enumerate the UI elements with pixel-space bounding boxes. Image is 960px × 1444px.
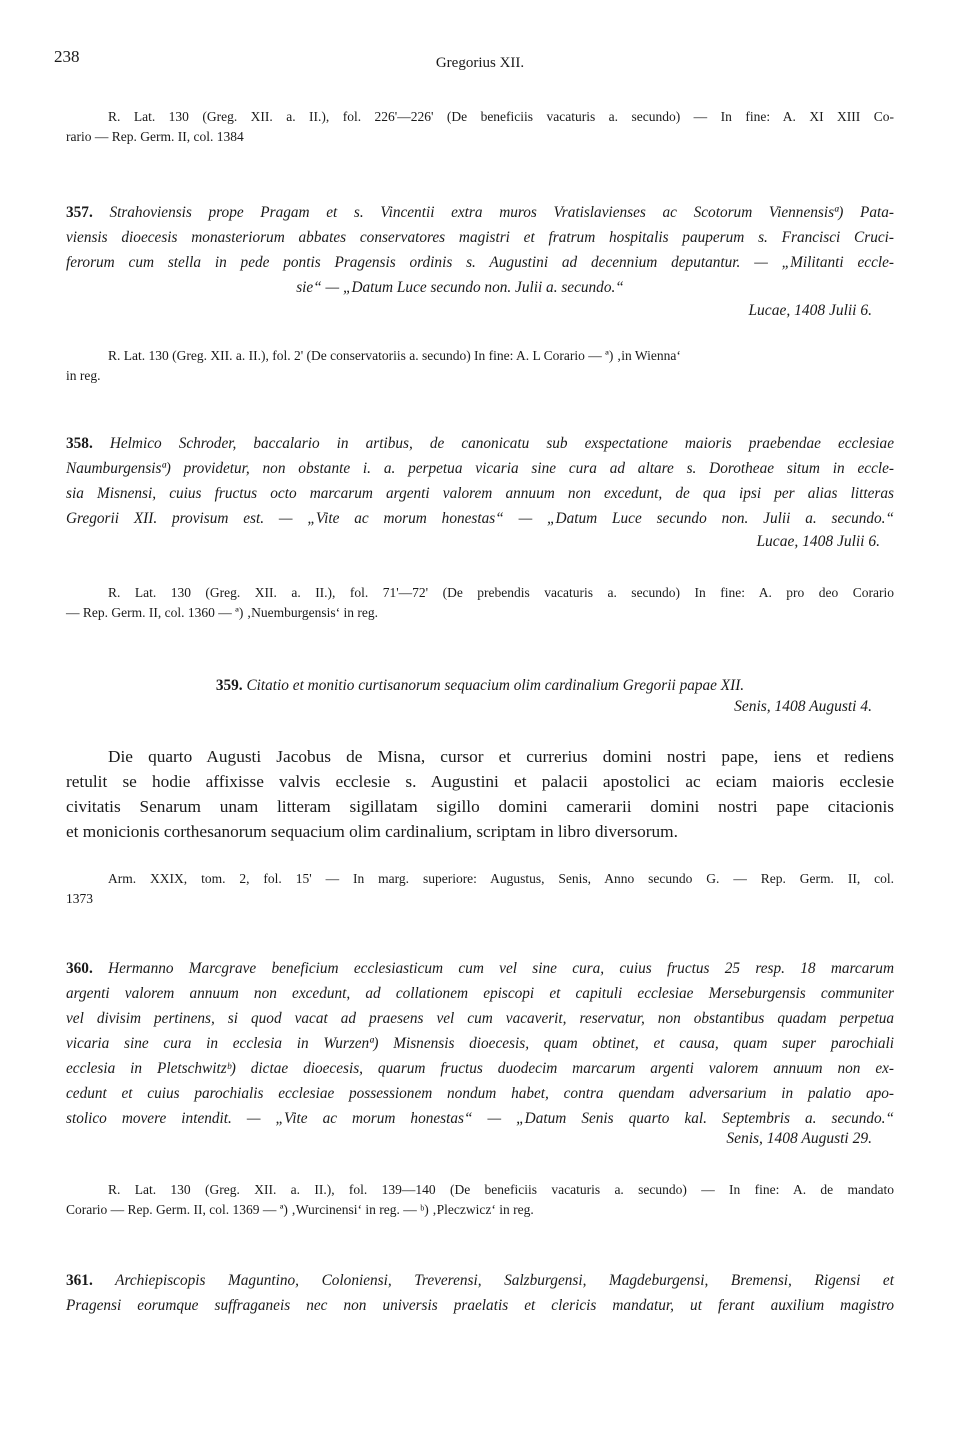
regest-line: stolico movere intendit. — „Vite ac morum honestas“ — „Datum Senis quarto kal. Septembris a. secundo.“ <box>66 1110 894 1127</box>
page-number: 238 <box>54 47 80 66</box>
reference-line: rario — Rep. Germ. II, col. 1384 <box>66 129 244 144</box>
entry-359-reference-cont <box>66 889 93 909</box>
entry-356-reference <box>108 107 894 127</box>
entry-358-reference <box>108 583 894 603</box>
entry-number: 361. <box>66 1272 93 1289</box>
entry-360-date: Senis, 1408 Augusti 29. <box>726 1130 872 1147</box>
text-line: civitatis Senarum unam litteram sigillatam sigillo domini camerarii domini nostri pape citacionis <box>66 797 894 816</box>
entry-356-reference-cont <box>66 127 244 147</box>
regest-line: ferorum cum stella in pede pontis Pragensis ordinis s. Augustini ad decennium deputantur. — „Militanti eccle- <box>66 254 894 271</box>
regest-line: Strahoviensis prope Pragam et s. Vincentii extra muros Vratislavienses ac Scotorum Viennensisª) Pata- <box>109 204 894 221</box>
reference-line: R. Lat. 130 (Greg. XII. a. II.), fol. 2' (De conservatoriis a. secundo) In fine: A. L Corario — ª) ‚in Wienna‘ <box>108 348 681 363</box>
entry-number: 358. <box>66 435 93 452</box>
regest-line: sia Misnensi, cuius fructus octo marcarum argenti valorem annuum non excedunt, de qua ipsi per alias litteras <box>66 485 894 502</box>
entry-357-reference <box>108 346 894 366</box>
regest-line: vicaria sine cura in ecclesia in Wurzenª) Misnensis dioecesis, quam obtinet, et causa, quam super parochiali <box>66 1035 894 1052</box>
regest-line: Naumburgensisª) providetur, non obstante i. a. perpetua vicaria sine cura ad altare s. Dorotheae situm in eccle- <box>66 460 894 477</box>
entry-360-reference <box>108 1180 894 1200</box>
entry-359-reference <box>108 869 894 889</box>
entry-number: 359. <box>215 677 243 694</box>
regest-line: Pragensi eorumque suffraganeis nec non universis praelatis et clericis mandatur, ut ferant auxilium magistro <box>66 1297 894 1314</box>
entry-359-title <box>66 673 894 698</box>
regest-line: Hermanno Marcgrave beneficium ecclesiasticum cum vel sine cura, cuius fructus 25 resp. 18 marcarum <box>108 960 894 977</box>
entry-358-reference-cont <box>66 603 378 623</box>
regest-line: sie“ — „Datum Luce secundo non. Julii a. secundo.“ <box>296 279 624 296</box>
reference-line: in reg. <box>66 368 101 383</box>
reference-line: Corario — Rep. Germ. II, col. 1369 — ª) ‚Wurcinensi‘ in reg. — ᵇ) ‚Pleczwicz‘ in reg. <box>66 1202 534 1217</box>
regest-line: viensis dioecesis monasteriorum abbates conservatores magistri et fratrum hospitalis pauperum s. Francisci Cruci- <box>66 229 894 246</box>
regest-line: Archiepiscopis Maguntino, Coloniensi, Treverensi, Salzburgensi, Magdeburgensi, Bremensi, Rigensi et <box>115 1272 894 1289</box>
regest-line: Citatio et monitio curtisanorum sequacium olim cardinalium Gregorii papae XII. <box>246 677 745 694</box>
reference-line: — Rep. Germ. II, col. 1360 — ª) ‚Nuemburgensis‘ in reg. <box>66 605 379 620</box>
reference-line: R. Lat. 130 (Greg. XII. a. II.), fol. 71'—72' (De prebendis vacaturis a. secundo) In fine: A. pro deo Corario <box>108 585 894 600</box>
entry-360-reference-cont <box>66 1200 534 1220</box>
reference-line: R. Lat. 130 (Greg. XII. a. II.), fol. 139—140 (De beneficiis vacaturis a. secundo) — In fine: A. de mandato <box>108 1182 894 1197</box>
entry-number: 360. <box>66 960 93 977</box>
regest-line: vel divisim pertinens, si quod vacat ad praesens vel cum vacaverit, reservatur, non obstantibus quadam perpetua <box>66 1010 894 1027</box>
entry-358-date: Lucae, 1408 Julii 6. <box>756 533 880 550</box>
regest-line: cedunt et cuius parochialis ecclesiae possessionem nondum habet, contra quendam adversarium in palatio apo- <box>66 1085 894 1102</box>
entry-357-regest <box>66 200 894 300</box>
entry-360-regest <box>66 956 894 1131</box>
entry-number: 357. <box>66 204 93 221</box>
reference-line: R. Lat. 130 (Greg. XII. a. II.), fol. 226'—226' (De beneficiis vacaturis a. secundo) — In fine: A. XI XIII Co- <box>108 109 894 124</box>
entry-359-text <box>66 744 894 844</box>
entry-357-date: Lucae, 1408 Julii 6. <box>748 302 872 319</box>
reference-line: Arm. XXIX, tom. 2, fol. 15' — In marg. superiore: Augustus, Senis, Anno secundo G. — Rep. Germ. II, col. <box>108 871 894 886</box>
regest-line: ecclesia in Pletschwitzᵇ) dictae dioecesis, quarum fructus duodecim marcarum argenti valorem annuum non ex- <box>66 1060 894 1077</box>
text-line: Die quarto Augusti Jacobus de Misna, cursor et currerius domini nostri pape, iens et rediens <box>108 747 894 766</box>
regest-line: Gregorii XII. provisum est. — „Vite ac morum honestas“ — „Datum Luce secundo non. Julii a. secundo.“ <box>66 510 894 527</box>
entry-358-regest <box>66 431 894 531</box>
text-line: et monicionis corthesanorum sequacium olim cardinalium, scriptam in libro diversorum. <box>66 822 678 841</box>
entry-357-reference-cont <box>66 366 101 386</box>
text-line: retulit se hodie affixisse valvis ecclesie s. Augustini et palacii apostolici ac eciam maioris ecclesie <box>66 772 894 791</box>
regest-line: argenti valorem annuum non excedunt, ad collationem episcopi et capituli ecclesiae Merseburgensis communiter <box>66 985 894 1002</box>
entry-359-date: Senis, 1408 Augusti 4. <box>734 698 872 715</box>
regest-line: Helmico Schroder, baccalario in artibus, de canonicatu sub exspectatione maioris praebendae ecclesiae <box>109 435 894 452</box>
reference-line: 1373 <box>66 891 93 906</box>
running-title: Gregorius XII. <box>435 55 525 71</box>
entry-361-regest <box>66 1268 894 1318</box>
